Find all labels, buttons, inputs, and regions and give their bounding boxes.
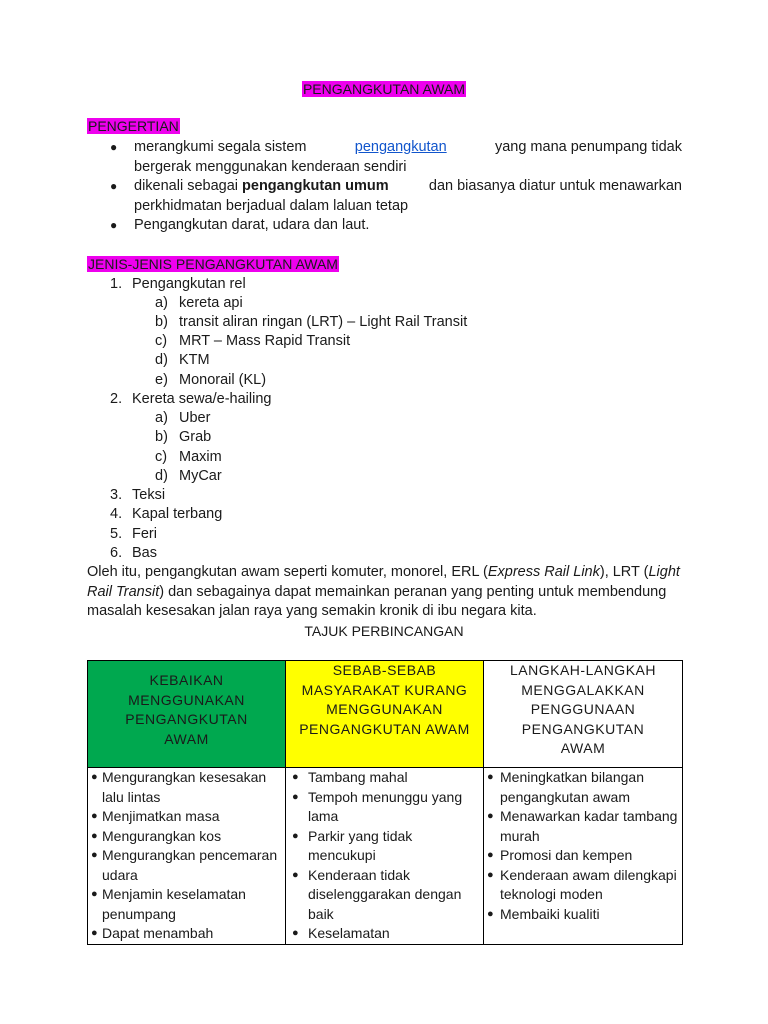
bullet-icon: ● — [292, 771, 299, 783]
table-list-item: ● Tempoh menunggu yang lama — [292, 788, 463, 824]
table-list-item: ● Membaiki kualiti — [484, 905, 682, 925]
bullet-icon: ● — [292, 829, 299, 842]
table-list-item: ● Kenderaan tidak diselenggarakan dengan baik — [292, 866, 462, 922]
table-list-item: ● Mengurangkan pencemaran udara — [91, 847, 278, 883]
table-list-item: ● Menjamin keselamatan penumpang — [91, 886, 246, 922]
bullet-icon: ● — [91, 927, 98, 939]
sub-list-item: a) Uber — [155, 410, 211, 426]
pengertian-heading: PENGERTIAN — [88, 118, 179, 134]
bullet-icon: ● — [292, 927, 299, 939]
sub-list-item: d) MyCar — [155, 468, 222, 484]
list-item: 2. Kereta sewa/e-hailing — [110, 391, 272, 407]
jenis-heading: JENIS-JENIS PENGANGKUTAN AWAM — [88, 256, 338, 272]
table-list-item: ● Keselamatan — [286, 924, 483, 944]
sub-list-item: a) kereta api — [155, 295, 243, 311]
bullet-icon: ● — [91, 771, 98, 783]
header-kebaikan: KEBAIKAN MENGGUNAKAN PENGANGKUTAN AWAM — [88, 661, 286, 768]
list-item: 3. Teksi — [110, 487, 166, 503]
table-list-item: ● Kenderaan awam dilengkapi teknologi moden — [487, 866, 677, 902]
kebaikan-cell — [88, 768, 286, 945]
discussion-heading: TAJUK PERBINCANGAN — [304, 623, 464, 639]
header-langkah: LANGKAH-LANGKAH MENGGALAKKAN PENGGUNAAN PENGANGKUTAN AWAM — [484, 661, 683, 768]
discussion-table — [87, 660, 683, 945]
document-title — [0, 81, 768, 98]
table-list-item: ● Parkir yang tidak mencukupi — [292, 827, 413, 863]
bullet-icon: ● — [292, 790, 299, 803]
header-sebab: SEBAB-SEBAB MASYARAKAT KURANG MENGGUNAKAN PENGANGKUTAN AWAM — [286, 661, 484, 768]
list-item: 4. Kapal terbang — [110, 506, 223, 522]
table-list-item: ● Dapat menambah — [88, 924, 285, 944]
table-list-item: ● Mengurangkan kesesakan lalu lintas — [91, 769, 267, 805]
list-item: 1. Pengangkutan rel — [110, 276, 246, 292]
table-list-item: ● Meningkatkan bilangan pengangkutan awam — [487, 769, 644, 805]
sebab-cell — [286, 768, 484, 945]
bullet-icon: ● — [292, 868, 299, 881]
bullet-icon: ● — [91, 849, 98, 861]
bullet-icon: ● — [91, 829, 98, 842]
list-item: 5. Feri — [110, 526, 157, 542]
bullet-icon: ● — [487, 907, 494, 920]
pengangkutan-link[interactable]: pengangkutan — [354, 139, 447, 155]
bullet-icon: ● — [110, 179, 118, 193]
title-text: PENGANGKUTAN AWAM — [302, 81, 466, 97]
sub-list-item: e) Monorail (KL) — [155, 372, 267, 388]
summary-paragraph: Oleh itu, pengangkutan awam seperti komuter, monorel, ERL (Express Rail Link), LRT (Light Rail Transit) dan sebagainya dapat memainkan peranan yang penting untuk membendung masalah kesesakan jalan raya yang semakin kronik di ibu negara kita. — [87, 564, 680, 619]
bullet-icon: ● — [487, 771, 494, 783]
table-list-item: ● Promosi dan kempen — [484, 846, 682, 866]
list-item: 6. Bas — [110, 545, 157, 561]
bullet-icon: ● — [487, 849, 494, 861]
sub-list-item: b) Grab — [155, 429, 212, 445]
sub-list-item: b) transit aliran ringan (LRT) – Light Rail Transit — [155, 314, 468, 330]
sub-list-item: c) MRT – Mass Rapid Transit — [155, 333, 351, 349]
table-list-item: ● Menawarkan kadar tambang murah — [487, 808, 678, 844]
table-list-item: ● Tambang mahal — [286, 768, 483, 788]
bullet-icon: ● — [91, 810, 98, 822]
sub-list-item: d) KTM — [155, 352, 210, 368]
table-list-item: ● Mengurangkan kos — [88, 827, 285, 847]
table-list-item: ● Menjimatkan masa — [88, 807, 285, 827]
langkah-cell — [484, 768, 683, 945]
bullet-icon: ● — [110, 218, 118, 232]
document-page: PENGANGKUTAN AWAM PENGERTIAN ● merangkumi segala sistem pengangkutan yang mana penumpang tidak bergerak menggunakan kenderaan sendiri ● dikenali sebagai pengangkutan umum dan biasanya diatur untuk menawarkan perkhidmatan berjadual dalam laluan tetap ● Pengangkutan darat, udara dan laut. JENIS-JENIS PENGANGKUTAN AWAM 1. Pengangkutan rel a) kereta api b) transit aliran ringan (LRT) – Light Rail Transit c) MRT – Mass Rapid Transit d) KTM e) Monorail (KL) 2. Kereta sewa/e-hailing a) Uber b) Grab c) Maxim d) MyCar 3. Teksi 4. Kapal terbang 5. Feri 6. Bas Oleh itu, pengangkutan awam seperti komuter, monorel, ERL (Express Rail Link), LRT (Light Rail Transit) dan sebagainya dapat memainkan peranan yang penting untuk membendung masalah kesesakan jalan raya yang semakin kronik di ibu negara kita. TAJUK PERBINCANGAN KEBAIKAN MENGGUNAKAN PENGANGKUTAN AWAM SEBAB-SEBAB MASYARAKAT KURANG MENGGUNAKAN PENGANGKUTAN AWAM LANGKAH-LANGKAH MENGGALAKKAN PENGGUNAAN PENGANGKUTAN AWAM ● Mengurangkan kesesakan lalu lintas ● Menjimatkan masa ● Mengurangkan kos ● Mengurangkan pencemaran udara ● Menjamin keselamatan penumpang ● Dapat menambah ● Tambang mahal ● Tempoh menunggu yang lama ● Parkir yang tidak mencukupi ● Kenderaan tidak diselenggarakan dengan baik ● Keselamatan ● Meningkatkan bilangan pengangkutan awam ● Menawarkan kadar tambang murah ● Promosi dan kempen ● Kenderaan awam dilengkapi teknologi moden ● Membaiki kualiti — [0, 0, 768, 1024]
bullet-icon: ● — [110, 140, 118, 154]
bullet-icon: ● — [487, 868, 494, 881]
bullet-icon: ● — [91, 888, 98, 900]
sub-list-item: c) Maxim — [155, 449, 222, 465]
bullet-icon: ● — [487, 810, 494, 822]
